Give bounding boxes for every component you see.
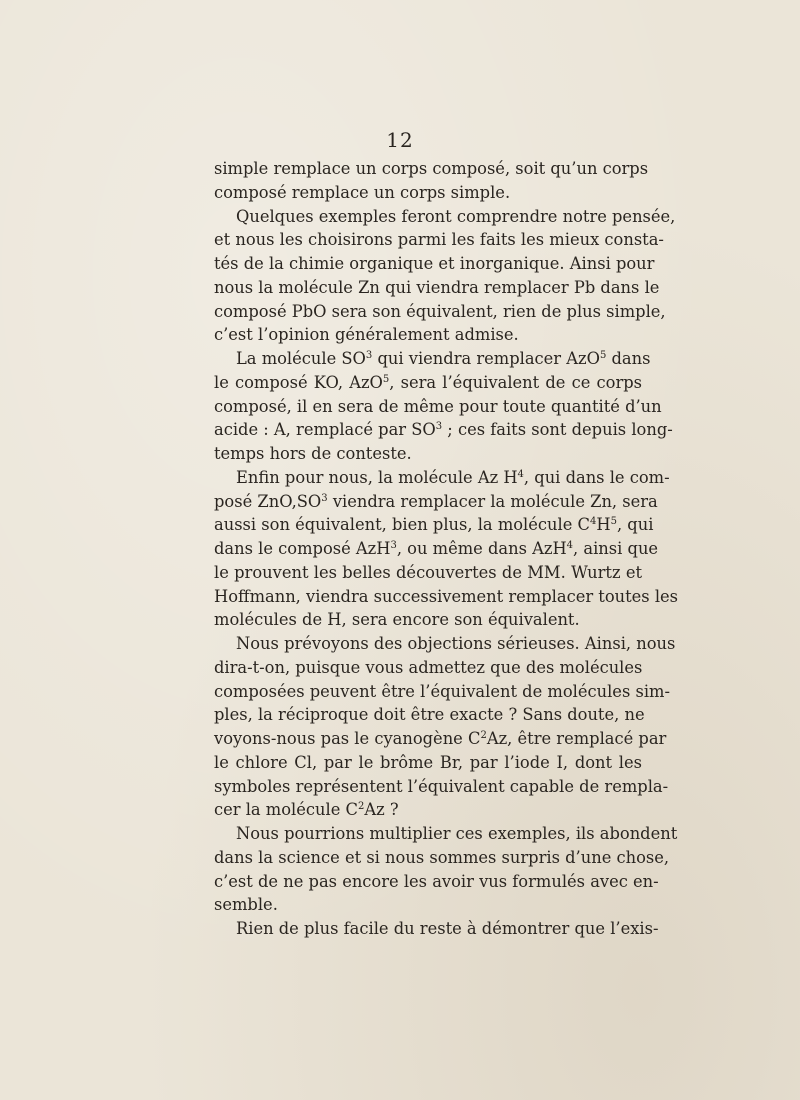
text-line xyxy=(214,395,662,419)
text-line xyxy=(214,442,642,466)
text-run: dans xyxy=(606,349,651,368)
text-run: , ou même dans AzH xyxy=(396,539,567,558)
text-run: posé ZnO,SO xyxy=(214,491,322,511)
text-line xyxy=(214,276,660,300)
text-run: dans la science et si nous sommes surpris d’une chose, xyxy=(214,847,670,867)
text-run: c’est l’opinion généralement admise. xyxy=(214,325,519,345)
text-run: tés de la chimie organique et inorganique. Ainsi pour xyxy=(214,254,655,273)
superscript: 3 xyxy=(435,421,443,433)
text-run: H xyxy=(596,515,611,535)
text-run: viendra remplacer la molécule Zn, sera xyxy=(327,491,658,511)
text-line xyxy=(214,490,658,514)
superscript: 5 xyxy=(610,516,617,528)
text-run: Nous prévoyons des objections sérieuses. Ainsi, nous xyxy=(236,634,676,653)
text-line xyxy=(214,300,666,324)
text-run: le chlore Cl, par le brôme Br, par l’iode I, dont les xyxy=(214,752,642,772)
text-line xyxy=(214,798,642,822)
text-line xyxy=(214,537,659,561)
text-run: semble. xyxy=(214,895,278,915)
text-run: temps hors de conteste. xyxy=(214,444,412,463)
text-run: Az ? xyxy=(364,800,399,820)
text-run: , ainsi que xyxy=(573,539,659,558)
text-run: voyons-nous pas le cyanogène C xyxy=(214,729,481,748)
text-line xyxy=(214,347,651,371)
superscript: 4 xyxy=(517,468,524,480)
text-line xyxy=(214,205,676,229)
text-run: Nous pourrions multiplier ces exemples, ils abondent xyxy=(236,824,678,843)
text-run: molécules de H, sera encore son équivalent. xyxy=(214,610,580,630)
superscript: 2 xyxy=(357,801,365,813)
text-run: qui viendra remplacer AzO xyxy=(372,349,600,368)
text-line xyxy=(214,181,642,205)
text-line xyxy=(214,727,667,751)
text-run: symboles représentent l’équivalent capable de rempla- xyxy=(214,776,669,796)
text-line xyxy=(214,775,669,799)
text-run: simple remplace un corps composé, soit qu’un corps xyxy=(214,159,649,178)
superscript: 5 xyxy=(382,373,390,385)
superscript: 4 xyxy=(566,540,574,551)
text-line xyxy=(214,870,659,894)
superscript: 2 xyxy=(480,730,487,741)
text-run: composé PbO sera son équivalent, rien de plus simple, xyxy=(214,301,666,321)
text-line xyxy=(214,585,679,609)
text-run: Hoffmann, viendra successivement remplacer toutes les xyxy=(214,586,679,606)
text-run: aussi son équivalent, bien plus, la molécule C xyxy=(214,515,590,535)
text-line xyxy=(214,371,642,395)
text-run: ples, la réciproque doit être exacte ? Sans doute, ne xyxy=(214,705,645,725)
text-line xyxy=(214,608,642,632)
body-text xyxy=(214,157,679,941)
text-run: c’est de ne pas encore les avoir vus formulés avec en- xyxy=(214,871,659,891)
text-line xyxy=(214,513,654,537)
text-run: acide : A, remplacé par SO xyxy=(214,420,436,440)
superscript: 3 xyxy=(390,540,397,551)
bleed-through-shadow xyxy=(280,902,640,922)
superscript: 3 xyxy=(321,492,328,504)
text-line xyxy=(214,561,642,585)
text-run: dira-t-on, puisque vous admettez que des molécules xyxy=(214,657,643,677)
text-run: cer la molécule C xyxy=(214,800,358,820)
text-line xyxy=(214,632,676,656)
text-run: , qui dans le com- xyxy=(523,467,670,487)
text-line xyxy=(214,252,655,276)
text-line xyxy=(214,751,642,775)
text-run: La molécule SO xyxy=(236,349,366,368)
text-line xyxy=(214,323,642,347)
text-line xyxy=(214,466,670,490)
text-line xyxy=(214,228,664,252)
text-line xyxy=(214,680,670,704)
superscript: 4 xyxy=(589,516,597,528)
text-run: composées peuvent être l’équivalent de molécules sim- xyxy=(214,681,670,701)
text-line xyxy=(214,846,670,870)
text-line xyxy=(214,822,678,846)
text-run: Az, être remplacé par xyxy=(486,729,667,748)
text-line xyxy=(214,656,642,680)
text-run: ; ces faits sont depuis long- xyxy=(442,420,673,440)
text-run: nous la molécule Zn qui viendra remplacer Pb dans le xyxy=(214,277,660,297)
text-line xyxy=(214,157,649,181)
superscript: 5 xyxy=(599,350,607,361)
text-run: et nous les choisirons parmi les faits les mieux consta- xyxy=(214,230,664,250)
text-run: composé, il en sera de même pour toute quantité d’un xyxy=(214,396,662,416)
text-run: Quelques exemples feront comprendre notre pensée, xyxy=(236,206,676,226)
page-number: 12 xyxy=(386,128,414,152)
text-run: composé remplace un corps simple. xyxy=(214,182,511,202)
text-line xyxy=(214,703,645,727)
text-run: dans le composé AzH xyxy=(214,539,391,558)
superscript: 3 xyxy=(365,350,373,361)
text-run: , qui xyxy=(616,515,654,535)
text-run: Enfin pour nous, la molécule Az H xyxy=(236,467,518,487)
text-run: Rien de plus facile du reste à démontrer que l’exis- xyxy=(236,919,659,938)
text-run: le composé KO, AzO xyxy=(214,372,383,392)
text-run: , sera l’équivalent de ce corps xyxy=(389,372,643,392)
text-line xyxy=(214,418,673,442)
text-run: le prouvent les belles découvertes de MM. Wurtz et xyxy=(214,562,642,582)
